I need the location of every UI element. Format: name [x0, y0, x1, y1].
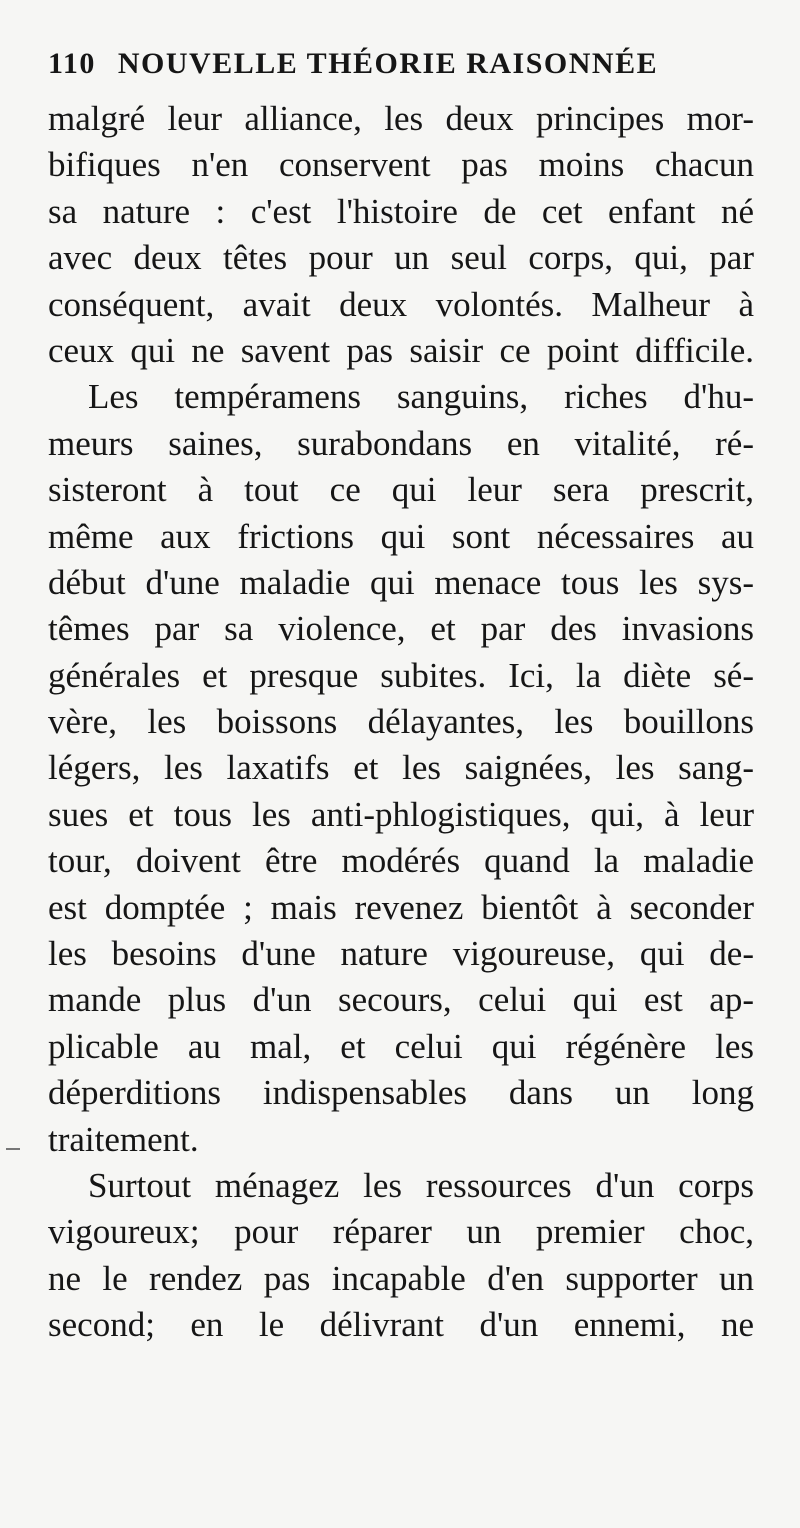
text-line: sisteront à tout ce qui leur sera prescrit, — [48, 470, 754, 510]
text-line: vigoureux; pour réparer un premier choc, — [48, 1212, 754, 1252]
text-line: meurs saines, surabondans en vitalité, ré- — [48, 423, 754, 463]
paragraph-start-line: Surtout ménagez les ressources d'un corps — [88, 1165, 754, 1205]
text-line: ceux qui ne savent pas saisir ce point difficile. — [48, 330, 754, 370]
text-line: même aux frictions qui sont nécessaires au — [48, 516, 754, 556]
page-number: 110 — [48, 47, 96, 80]
text-line: mande plus d'un secours, celui qui est ap- — [48, 980, 754, 1020]
text-line: plicable au mal, et celui qui régénère les — [48, 1026, 754, 1066]
text-line: est domptée ; mais revenez bientôt à seconder — [48, 887, 754, 927]
text-line: déperditions indispensables dans un long — [48, 1073, 754, 1113]
text-line: conséquent, avait deux volontés. Malheur à — [48, 284, 754, 324]
text-line: vère, les boissons délayantes, les bouillons — [48, 702, 754, 742]
text-line: légers, les laxatifs et les saignées, les sang- — [48, 748, 754, 788]
text-line: malgré leur alliance, les deux principes mor- — [48, 99, 754, 138]
text-line: ne le rendez pas incapable d'en supporter un — [48, 1258, 754, 1298]
running-head — [48, 44, 758, 84]
paragraph-end-line: traitement. — [48, 1119, 199, 1159]
text-line: les besoins d'une nature vigoureuse, qui de- — [48, 934, 754, 974]
body-text — [48, 96, 754, 1349]
text-line: bifiques n'en conservent pas moins chacun — [48, 145, 754, 185]
text-line: sues et tous les anti-phlogistiques, qui, à leur — [48, 794, 754, 834]
paragraph-start-line: Les tempéramens sanguins, riches d'hu- — [88, 377, 754, 417]
text-line: tour, doivent être modérés quand la maladie — [48, 841, 754, 881]
text-line: générales et presque subites. Ici, la diète sé- — [48, 655, 754, 695]
text-line: têmes par sa violence, et par des invasions — [48, 609, 754, 649]
text-line: sa nature : c'est l'histoire de cet enfant né — [48, 191, 754, 231]
text-line: second; en le délivrant d'un ennemi, ne — [48, 1305, 754, 1345]
text-line: avec deux têtes pour un seul corps, qui, par — [48, 238, 754, 278]
running-title: NOUVELLE THÉORIE RAISONNÉE — [117, 47, 659, 80]
margin-mark — [6, 1148, 20, 1150]
text-line: début d'une maladie qui menace tous les sys- — [48, 562, 754, 602]
